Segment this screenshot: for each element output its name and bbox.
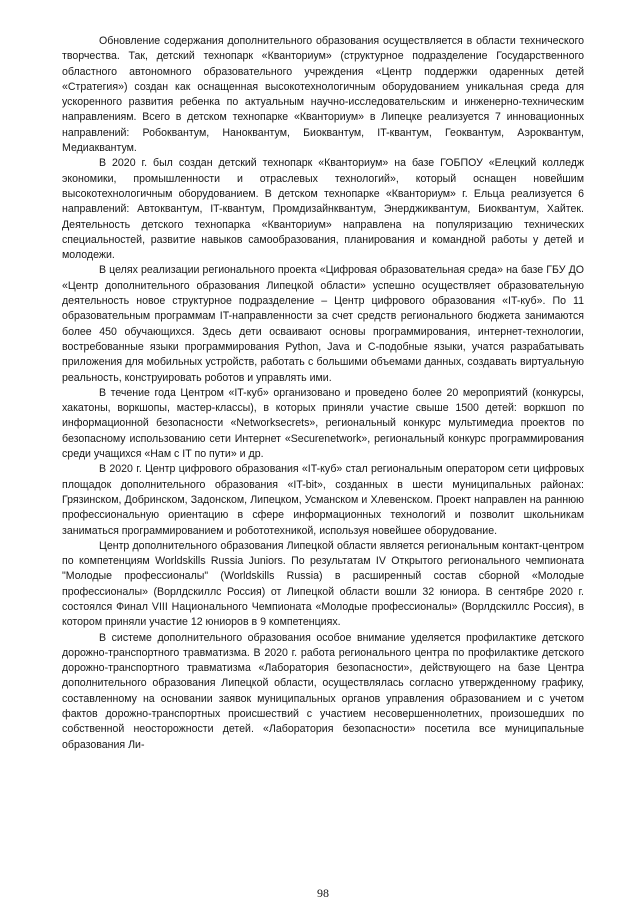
document-page (62, 34, 584, 900)
paragraph-worldskills-juniors: Центр дополнительного образования Липецкой области является региональным контакт-центром по компетенциям Worldskills Russia Juniors. По результатам IV Открытого регионального чемпионата "Молодые профессионалы" (Worldskills Russia) в расширенный состав сборной «Молодые профессионалы» (Ворлдскиллс Россия) от Липецкой области вошли 32 юниора. В сентябре 2020 г. состоялся Финал VIII Национального Чемпионата «Молодые профессионалы» (Ворлдскиллс Россия), в котором приняли участие 12 юниоров в 9 компетенциях. (62, 539, 584, 629)
paragraph-yelets-technopark: В 2020 г. был создан детский технопарк «Кванториум» на базе ГОБПОУ «Елецкий колледж экономики, промышленности и отраслевых технологий», который оснащен новейшим высокотехнологичным оборудованием. В детском технопарке «Кванториум» г. Ельца реализуется 6 направлений: Автоквантум, IT-квантум, Промдизайнквантум, Энерджиквантум, Биоквантум, Хайтек. Деятельность детского технопарка «Кванториум» направлена на популяризацию технических специальностей, развитие навыков самообразования, планирования и командной работы у детей и молодежи. (62, 157, 584, 262)
paragraph-road-safety: В системе дополнительного образования особое внимание уделяется профилактике детского дорожно-транспортного травматизма. В 2020 г. работа регионального центра по профилактике детского дорожно-транспортного травматизма «Лаборатория безопасности», действующего на базе Центра дополнительного образования Липецкой области, осуществлялась согласно утвержденному графику, составленному на основании заявок муниципальных органов управления образованием и с учетом фактов дорожно-транспортных происшествий с участием несовершеннолетних, произошедших по собственной неосторожности детей. «Лаборатория безопасности» посетила все муниципальные образования Ли- (62, 631, 584, 751)
paragraph-it-cube-center: В целях реализации регионального проекта «Цифровая образовательная среда» на базе ГБУ ДО «Центр дополнительного образования Липецкой области» успешно осуществляет образовательную деятельность новое структурное подразделение – Центр цифрового образования «IT-куб». По 11 образовательным программам IT-направленности за счет средств регионального бюджета занимаются более 450 обучающихся. Здесь дети осваивают основы программирования, интернет-технологии, востребованные языки программирования Python, Java и C-подобные языки, учатся разрабатывать приложения для мобильных устройств, работать с большими объемами данных, создавать виртуальную реальность, конструировать роботов и управлять ими. (62, 264, 584, 384)
paragraph-technical-creativity: Обновление содержания дополнительного образования осуществляется в области технического творчества. Так, детский технопарк «Кванториум» (структурное подразделение Государственного областного автономного образовательного учреждения «Центр поддержки одаренных детей «Стратегия») создан как оснащенная высокотехнологичным оборудованием уникальная среда для ускоренного развития ребенка по актуальным научно-исследовательским и инженерно-техническим направлениям. Всего в детском технопарке «Кванториум» в Липецке реализуется 7 инновационных направлений: Робоквантум, Наноквантум, Биоквантум, IT-квантум, Геоквантум, Аэроквантум, Медиаквантум. (62, 35, 584, 155)
paragraph-it-cube-events: В течение года Центром «IT-куб» организовано и проведено более 20 мероприятий (конкурсы, хакатоны, воркшопы, мастер-классы), в которых приняли участие свыше 1500 детей: воркшоп по информационной безопасности «Networksecrets», региональный конкурс мультимедиа проектов по безопасному использованию сети Интернет «Securenetwork», региональный конкурс программирования среди учащихся «Нам с IT по пути» и др. (62, 386, 584, 461)
paragraph-it-bit-network: В 2020 г. Центр цифрового образования «IT-куб» стал региональным оператором сети цифровых площадок дополнительного образования «IT-bit», созданных в шести муниципальных районах: Грязинском, Добринском, Задонском, Липецком, Усманском и Хлевенском. Проект направлен на раннюю профессиональную ориентацию в сфере информационных технологий и позволит школьникам заниматься программированием и робототехникой, используя новейшее оборудование. (62, 463, 584, 537)
page-number: 98 (317, 886, 329, 900)
